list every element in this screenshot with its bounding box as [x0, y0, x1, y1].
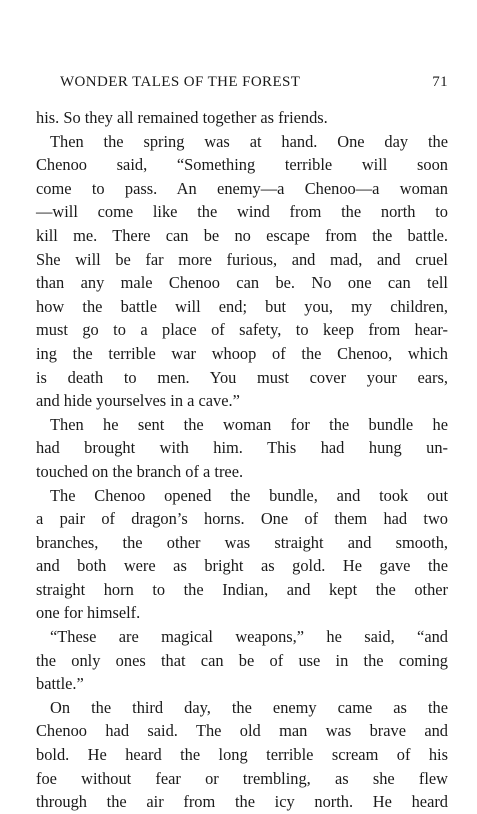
- text-line: than any male Chenoo can be. No one can tell: [36, 273, 448, 293]
- text-line: Chenoo had said. The old man was brave and: [36, 721, 448, 741]
- text-line: must go to a place of safety, to keep from hear-: [36, 320, 448, 340]
- running-head: [48, 74, 448, 94]
- text-line: touched on the branch of a tree.: [36, 461, 244, 481]
- text-line: a pair of dragon’s horns. One of them had two: [36, 509, 448, 529]
- text-line: She will be far more furious, and mad, and cruel: [36, 249, 448, 269]
- body-text: [36, 106, 448, 814]
- text-line: Then the spring was at hand. One day the: [50, 131, 448, 151]
- text-line: the only ones that can be of use in the coming: [36, 650, 448, 670]
- text-line: battle.”: [36, 674, 84, 694]
- text-line: bold. He heard the long terrible scream of his: [36, 745, 448, 765]
- text-line: Then he sent the woman for the bundle he: [50, 414, 448, 434]
- text-line: foe without fear or trembling, as she flew: [36, 768, 448, 788]
- text-line: had brought with him. This had hung un-: [36, 438, 448, 458]
- text-line: ing the terrible war whoop of the Chenoo, which: [36, 343, 448, 363]
- text-line: through the air from the icy north. He heard: [36, 792, 448, 812]
- text-line: kill me. There can be no escape from the battle.: [36, 225, 448, 245]
- text-line: how the battle will end; but you, my children,: [36, 296, 448, 316]
- text-line: The Chenoo opened the bundle, and took out: [50, 485, 448, 505]
- text-line: and both were as bright as gold. He gave the: [36, 556, 448, 576]
- text-line: come to pass. An enemy—a Chenoo—a woman: [36, 178, 448, 198]
- text-line: his. So they all remained together as friends.: [36, 108, 328, 127]
- text-line: one for himself.: [36, 603, 141, 623]
- text-line: “These are magical weapons,” he said, “and: [50, 627, 448, 647]
- running-title: WONDER TALES OF THE FOREST: [60, 74, 301, 90]
- text-line: —will come like the wind from the north to: [36, 202, 448, 222]
- text-line: On the third day, the enemy came as the: [50, 697, 448, 717]
- text-line: is death to men. You must cover your ears,: [36, 367, 448, 387]
- page-number: 71: [432, 74, 448, 90]
- text-line: and hide yourselves in a cave.”: [36, 391, 240, 411]
- text-line: Chenoo said, “Something terrible will soon: [36, 155, 448, 175]
- text-line: branches, the other was straight and smooth,: [36, 532, 448, 552]
- text-line: straight horn to the Indian, and kept the other: [36, 579, 448, 599]
